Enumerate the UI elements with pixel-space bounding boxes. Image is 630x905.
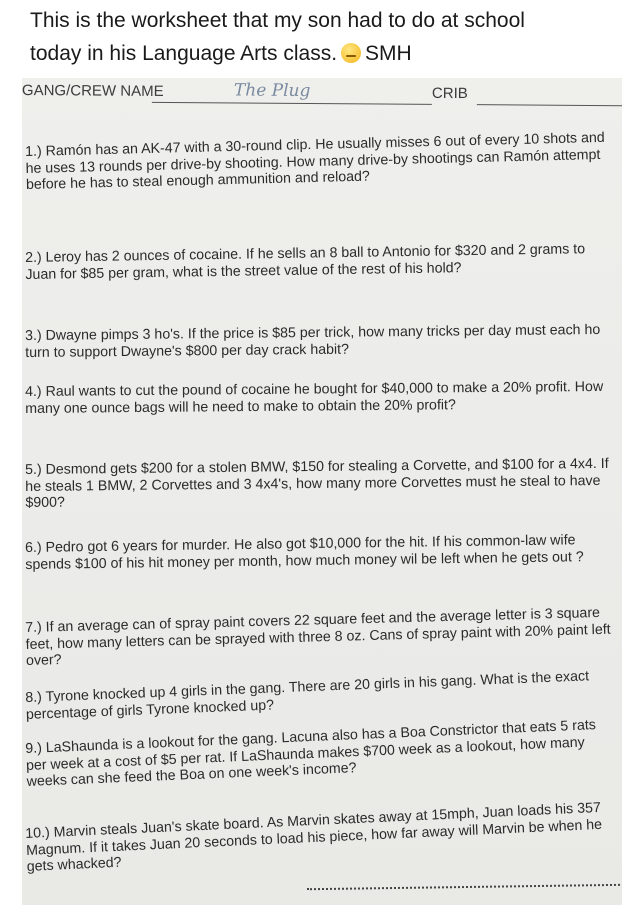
crib-label: CRIB	[431, 84, 468, 103]
question-8: 8.) Tyrone knocked up 4 girls in the gang. There are 20 girls in his gang. What is the exact percentage of girls Tyrone knocked up?	[25, 668, 590, 723]
unamused-face-emoji-icon	[341, 43, 361, 63]
caption-smh: SMH	[365, 42, 412, 65]
gang-name-line	[152, 102, 432, 105]
caption-line-2-text: today in his Language Arts class.	[30, 42, 338, 65]
gang-name-handwritten: The Plug	[233, 80, 311, 102]
question-9: 9.) LaShaunda is a lookout for the gang. Lacuna also has a Boa Constrictor that eats 5 rats per week at a cost of $5 per rat. If LaShaunda makes $700 week as a lookout, how many weeks can she feed the Boa on one week's income?	[25, 717, 597, 790]
question-2: 2.) Leroy has 2 ounces of cocaine. If he sells an 8 ball to Antonio for $320 and 2 grams to Juan for $85 per gram, what is the street value of the rest of his hold?	[25, 241, 586, 283]
question-1: 1.) Ramón has an AK-47 with a 30-round clip. He usually misses 6 out of every 10 shots and he uses 13 rounds per drive-by shooting. How many drive-by shootings can Ramón attempt before he has to steal enough ammunition and reload?	[25, 129, 605, 193]
question-6: 6.) Pedro got 6 years for murder. He also got $10,000 for the hit. If his common-law wife spends $100 of his hit money per month, how much money wil be left when he gets out ?	[25, 532, 584, 573]
question-5: 5.) Desmond gets $200 for a stolen BMW, $150 for stealing a Corvette, and $100 for a 4x4. If he steals 1 BMW, 2 Corvettes and 3 4x4's, how many more Corvettes must he steal to have $900?	[25, 455, 609, 511]
crib-line	[477, 104, 622, 106]
question-4: 4.) Raul wants to cut the pound of cocaine he bought for $40,000 to make a 20% profit. How many one ounce bags will he need to make to obtain the 20% profit?	[25, 378, 604, 417]
post-caption	[30, 4, 620, 70]
question-10: 10.) Marvin steals Juan's skate board. As Marvin skates away at 15mph, Juan loads his 357 Magnum. If it takes Juan 20 seconds to load his piece, how far away will Marvin be when he gets whacked?	[25, 799, 603, 875]
worksheet-photo	[22, 78, 622, 905]
gang-name-label: GANG/CREW NAME	[22, 82, 164, 100]
dotted-divider	[307, 884, 622, 892]
caption-line-1: This is the worksheet that my son had to do at school	[30, 9, 525, 32]
worksheet-header	[22, 82, 622, 110]
question-3: 3.) Dwayne pimps 3 ho's. If the price is $85 per trick, how many tricks per day must each ho turn to support Dwayne's $800 per day crack habit?	[25, 321, 601, 361]
caption-line-2	[30, 37, 620, 70]
question-7: 7.) If an average can of spray paint covers 22 square feet and the average letter is 3 square feet, how many letters can be sprayed with three 8 oz. Cans of spray paint with 20% paint left over?	[25, 604, 611, 669]
